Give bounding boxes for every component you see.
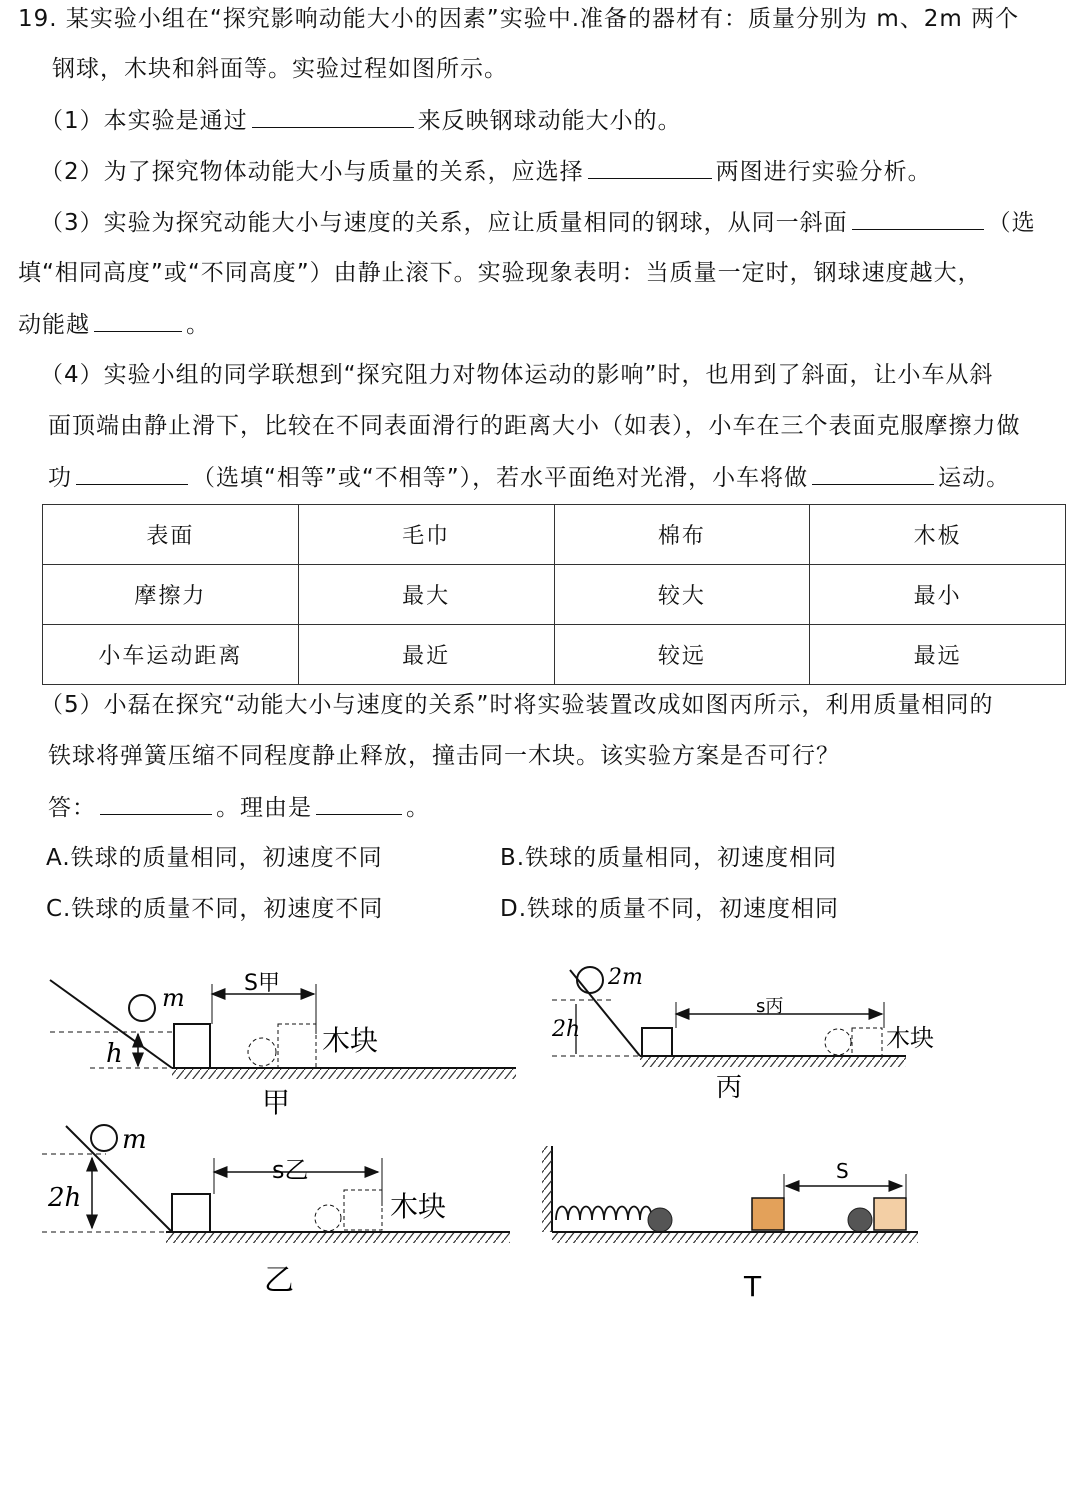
q3-line-3 — [18, 309, 210, 340]
height-label: 2h — [48, 1183, 82, 1213]
q2-text-b: 两图进行实验分析。 — [715, 159, 932, 185]
distance-label: s丙 — [756, 996, 784, 1017]
spring — [556, 1207, 652, 1221]
answer-line — [48, 792, 430, 823]
q3-blank-2[interactable] — [94, 309, 182, 332]
block-label: 木块 — [886, 1024, 934, 1052]
q1-blank[interactable] — [252, 105, 414, 128]
q3-line-1 — [40, 207, 1036, 238]
figure-caption: T — [744, 1270, 762, 1303]
table-cell: 毛巾 — [298, 505, 554, 565]
distance-label: S甲 — [244, 971, 280, 996]
option-d[interactable]: D.铁球的质量不同，初速度相同 — [500, 896, 840, 922]
table-cell: 最远 — [810, 625, 1066, 685]
table-row — [43, 505, 1066, 565]
figure-yi — [42, 1125, 510, 1298]
q2-text-a: （2）为了探究物体动能大小与质量的关系，应选择 — [40, 159, 584, 185]
q3-text-d: 。 — [186, 312, 210, 338]
distance-label: S — [836, 1159, 849, 1183]
steel-ball — [129, 995, 155, 1021]
table-cell: 最小 — [810, 565, 1066, 625]
block-label: 木块 — [390, 1190, 447, 1223]
question-line-1 — [18, 4, 1019, 34]
q5-line-2: 铁球将弹簧压缩不同程度静止释放，撞击同一木块。该实验方案是否可行？ — [48, 743, 840, 769]
answer-blank-1[interactable] — [100, 792, 212, 815]
q4-text-b: （选填“相等”或“不相等”），若水平面绝对光滑，小车将做 — [192, 465, 809, 491]
table-cell: 较大 — [554, 565, 810, 625]
q3-text-c: 动能越 — [18, 312, 90, 338]
q4-text-a: 功 — [48, 465, 72, 491]
mass-label: m — [122, 1125, 147, 1155]
option-b[interactable]: B.铁球的质量相同，初速度相同 — [500, 845, 838, 871]
question-line-2: 钢球，木块和斜面等。实验过程如图所示。 — [52, 56, 508, 82]
answer-text-a: 答： — [48, 795, 96, 821]
q4-text-c: 运动。 — [938, 465, 1011, 491]
table-cell: 摩擦力 — [43, 565, 299, 625]
wood-block — [172, 1194, 210, 1232]
table-row — [43, 625, 1066, 685]
wood-block — [642, 1028, 672, 1056]
steel-ball — [91, 1125, 117, 1151]
table-cell: 较远 — [554, 625, 810, 685]
question-number: 19. — [18, 6, 58, 32]
q3-text-b: （选 — [987, 210, 1036, 236]
q2-line — [40, 156, 932, 187]
q4-line-1: （4）实验小组的同学联想到“探究阻力对物体运动的影响”时，也用到了斜面，让小车从斜 — [40, 362, 994, 388]
wood-block — [752, 1198, 784, 1230]
mass-label: 2m — [608, 965, 643, 990]
iron-ball — [848, 1208, 872, 1232]
answer-blank-2[interactable] — [316, 792, 402, 815]
height-label: 2h — [552, 1017, 581, 1042]
friction-table — [42, 504, 1066, 685]
q3-blank-1[interactable] — [852, 207, 984, 230]
answer-text-c: 。 — [406, 795, 430, 821]
table-cell: 小车运动距离 — [43, 625, 299, 685]
q4-blank-2[interactable] — [812, 462, 934, 485]
figure-caption: 丙 — [716, 1073, 743, 1103]
figure-bing — [551, 965, 934, 1103]
q3-text-a: （3）实验为探究动能大小与速度的关系，应让质量相同的钢球，从同一斜面 — [40, 210, 848, 236]
iron-ball — [648, 1208, 672, 1232]
figure-jia — [50, 971, 516, 1119]
q4-line-2: 面顶端由静止滑下，比较在不同表面滑行的距离大小（如表），小车在三个表面克服摩擦力做 — [48, 413, 1021, 439]
height-label: h — [106, 1039, 123, 1069]
q5-line-1: （5）小磊在探究“动能大小与速度的关系”时将实验装置改成如图丙所示，利用质量相同的 — [40, 692, 994, 718]
steel-ball — [577, 967, 603, 993]
question-intro: 某实验小组在“探究影响动能大小的因素”实验中.准备的器材有：质量分别为 m、2m 两个 — [65, 6, 1020, 32]
q1-text-b: 来反映钢球动能大小的。 — [417, 108, 682, 134]
q1-text-a: （1）本实验是通过 — [40, 108, 248, 134]
figure-caption: 乙 — [264, 1263, 294, 1298]
table-cell: 木板 — [810, 505, 1066, 565]
mass-label: m — [162, 984, 185, 1012]
table-cell: 表面 — [43, 505, 299, 565]
q4-line-3 — [48, 462, 1010, 493]
figures-canvas — [0, 950, 1080, 1330]
distance-label: s乙 — [272, 1156, 309, 1184]
wood-block — [174, 1024, 210, 1068]
table-cell: 最大 — [298, 565, 554, 625]
answer-text-b: 。理由是 — [216, 795, 312, 821]
table-row — [43, 565, 1066, 625]
option-c[interactable]: C.铁球的质量不同，初速度不同 — [46, 896, 384, 922]
table-cell: 棉布 — [554, 505, 810, 565]
option-a[interactable]: A.铁球的质量相同，初速度不同 — [46, 845, 383, 871]
figure-ding — [542, 1146, 918, 1303]
q3-line-2: 填“相同高度”或“不同高度”）由静止滚下。实验现象表明：当质量一定时，钢球速度越大， — [18, 260, 982, 286]
table-cell: 最近 — [298, 625, 554, 685]
wood-block-moved — [874, 1198, 906, 1230]
figure-caption: 甲 — [262, 1086, 291, 1119]
q2-blank[interactable] — [588, 156, 712, 179]
q1-line — [40, 105, 682, 136]
block-label: 木块 — [322, 1024, 379, 1057]
q4-blank-1[interactable] — [76, 462, 188, 485]
